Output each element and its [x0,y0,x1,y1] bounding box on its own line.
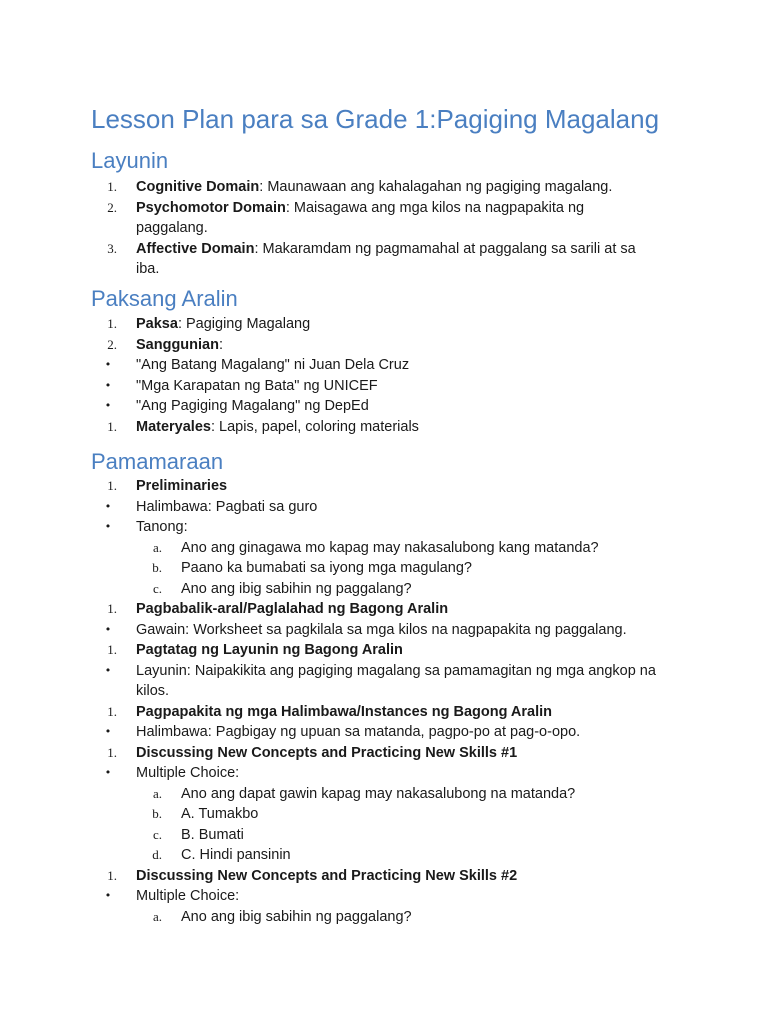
item-text: Halimbawa: Pagbati sa guro [136,498,318,515]
bullet-marker: • [104,766,112,779]
list-item [0,396,768,417]
list-marker: b. [152,560,162,575]
list-item: 1. Cognitive Domain: Maunawaan ang kahalagahan ng pagiging magalang. [0,177,768,198]
list-item [0,558,768,579]
list-marker: b. [152,806,162,821]
item-text: C. Hindi pansinin [181,847,291,863]
item-text: Multiple Choice: [136,765,240,781]
bullet-marker: • [104,378,112,392]
list-item [0,743,768,764]
item-text: Layunin: Naipakikita ang pagiging magalang sa pamamagitan ng mga angkop na kilos. [136,662,656,699]
item-label: Sanggunian [136,336,219,353]
list-item [0,376,768,397]
item-label: Cognitive Domain [136,179,260,195]
list-marker: 1. [107,316,117,331]
list-item [0,497,768,518]
list-marker: c. [152,580,162,596]
item-label: Affective Domain [136,240,255,257]
bullet-marker: • [104,520,112,533]
item-text: Lapis, papel, coloring materials [215,418,419,435]
list-item [0,702,768,723]
list-item: 2. Sanggunian: [0,335,768,356]
section-heading-pamamaraan: Pamamaraan [91,449,224,474]
list-item [0,763,768,784]
list-marker: 1. [107,418,117,434]
item-text: Gawain: Worksheet sa pagkilala sa mga kilos na nagpapakita ng paggalang. [136,621,627,638]
bullet-marker: • [104,358,112,371]
bullet-marker: • [104,622,112,636]
list-marker: 1. [107,867,117,883]
item-text: Ano ang ginagawa mo kapag may nakasalubong kang matanda? [181,539,599,556]
list-marker: 1. [107,478,117,493]
list-item [0,845,768,866]
layunin-list [0,177,768,280]
list-item [0,620,768,641]
item-text: "Ang Batang Magalang" ni Juan Dela Cruz [136,357,410,373]
item-label: Materyales [136,418,211,435]
list-item [0,722,768,743]
list-item [0,538,768,559]
list-marker: 1. [107,703,117,719]
list-item [0,476,768,497]
list-item [0,825,768,846]
item-text: Multiple Choice: [136,888,240,904]
item-label: Pagtatag ng Layunin ng Bagong Aralin [136,642,403,658]
list-marker: a. [152,785,162,801]
list-marker: a. [152,539,162,555]
item-text: "Mga Karapatan ng Bata" ng UNICEF [136,377,378,394]
item-text: Paano ka bumabati sa iyong mga magulang? [181,560,472,576]
list-marker: 1. [107,601,117,616]
section-heading-layunin: Layunin [91,148,169,173]
bullet-marker: • [104,499,112,513]
item-text: Ano ang ibig sabihin ng paggalang? [181,908,412,925]
item-label: Paksa [136,316,178,332]
list-item: 2. Psychomotor Domain: Maisagawa ang mga kilos na nagpapakita ng paggalang. [0,198,768,239]
pamamaraan-list [0,476,768,927]
list-item: 3. Affective Domain: Makaramdam ng pagmamahal at paggalang sa sarili at sa iba. [0,239,768,280]
item-text: Pagiging Magalang [181,316,311,332]
item-text: Ano ang ibig sabihin ng paggalang? [181,580,412,597]
list-item [0,907,768,928]
list-marker: 2. [107,336,117,352]
list-item: 1. Paksa: Pagiging Magalang [0,314,768,335]
list-marker: 1. [107,179,117,194]
list-marker: c. [152,826,162,842]
item-text: A. Tumakbo [181,806,259,822]
item-label: Pagpapakita ng mga Halimbawa/Instances ng Bagong Aralin [136,703,553,720]
bullet-marker: • [104,725,112,738]
item-label: Discussing New Concepts and Practicing New Skills #2 [136,867,518,884]
item-label: Pagbabalik-aral/Paglalahad ng Bagong Aralin [136,601,449,617]
list-marker: 1. [107,642,117,657]
list-marker: 1. [107,744,117,760]
list-item [0,784,768,805]
list-marker: d. [152,847,162,862]
bullet-marker: • [104,663,112,677]
item-text: "Ang Pagiging Magalang" ng DepEd [136,398,369,414]
item-label: Discussing New Concepts and Practicing New Skills #1 [136,744,518,761]
list-item: 1. Materyales: Lapis, papel, coloring materials [0,417,768,438]
item-text: Maunawaan ang kahalagahan ng pagiging magalang. [263,179,613,195]
item-text: Maisagawa ang mga kilos na nagpapakita ng paggalang. [136,199,585,236]
list-item [0,804,768,825]
bullet-marker: • [104,889,112,902]
item-text: Tanong: [136,519,188,535]
list-item [0,355,768,376]
bullet-marker: • [104,399,112,412]
list-item [0,599,768,620]
list-item [0,579,768,600]
item-text: B. Bumati [181,826,244,843]
paksang-aralin-list [0,314,768,437]
list-marker: 2. [107,199,117,215]
list-item [0,661,768,702]
section-heading-paksang-aralin: Paksang Aralin [91,286,238,311]
item-label: Psychomotor Domain [136,199,286,216]
item-text: Halimbawa: Pagbigay ng upuan sa matanda, pagpo-po at pag-o-opo. [136,724,581,740]
item-text: Makaramdam ng pagmamahal at paggalang sa sarili at sa iba. [136,240,636,277]
list-item [0,640,768,661]
item-label: Preliminaries [136,478,228,494]
list-item [0,517,768,538]
document-title: Lesson Plan para sa Grade 1:Pagiging Magalang [91,104,660,134]
item-text: Ano ang dapat gawin kapag may nakasalubong na matanda? [181,785,576,802]
list-marker: 3. [107,240,117,256]
list-item [0,866,768,887]
list-marker: a. [152,908,162,924]
list-item [0,886,768,907]
